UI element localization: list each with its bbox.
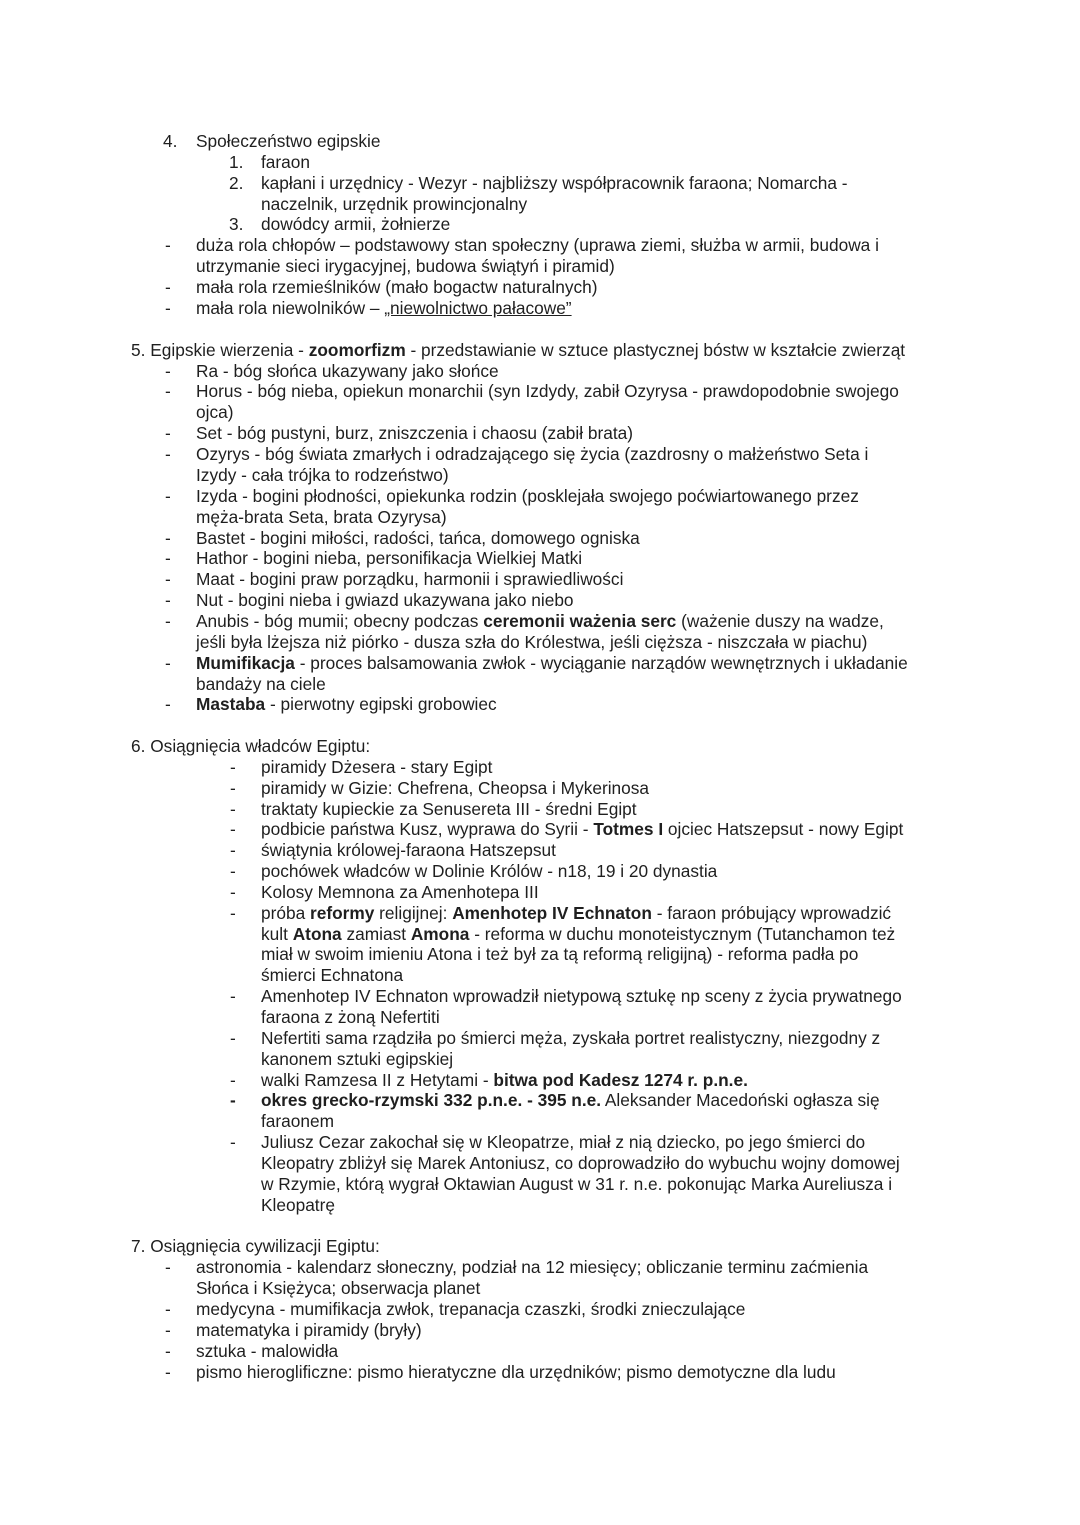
section-4-heading: Społeczeństwo egipskie [196,131,381,151]
underlined-term: „niewolnictwo pałacowe” [384,298,572,318]
section-4-number: 4. [163,131,178,151]
section-5-number: 5. [131,340,146,360]
section-6-heading: Osiągnięcia władców Egiptu: [150,736,371,756]
section-6-number: 6. [131,736,146,756]
section-7-number: 7. [131,1236,146,1256]
zoomorfizm-term: zoomorfizm [308,340,406,360]
section-7-heading: Osiągnięcia cywilizacji Egiptu: [150,1236,380,1256]
